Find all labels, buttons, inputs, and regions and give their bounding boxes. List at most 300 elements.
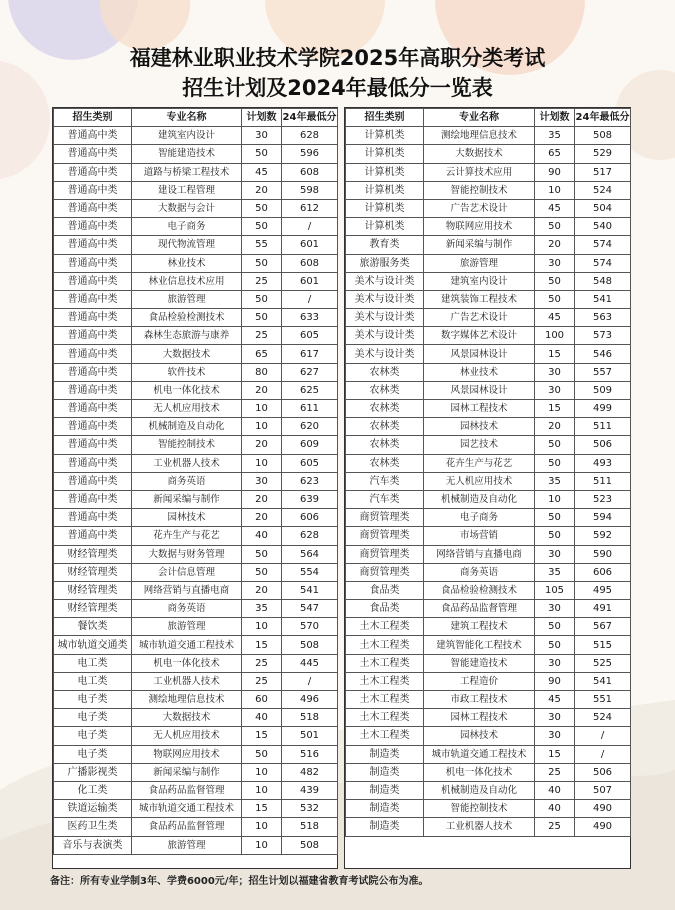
cell-plan: 25 bbox=[535, 818, 575, 836]
cell-min-score: 608 bbox=[282, 254, 338, 272]
table-row bbox=[346, 781, 631, 799]
cell-plan: 30 bbox=[535, 545, 575, 563]
cell-min-score: 606 bbox=[575, 563, 631, 581]
cell-plan: 50 bbox=[242, 145, 282, 163]
cell-plan: 10 bbox=[242, 454, 282, 472]
cell-min-score: 482 bbox=[282, 763, 338, 781]
cell-major: 测绘地理信息技术 bbox=[132, 691, 242, 709]
cell-min-score: 567 bbox=[575, 618, 631, 636]
cell-major: 电子商务 bbox=[132, 218, 242, 236]
table-row bbox=[54, 636, 338, 654]
cell-major: 城市轨道交通工程技术 bbox=[424, 745, 535, 763]
cell-min-score: 511 bbox=[575, 472, 631, 490]
table-row bbox=[346, 418, 631, 436]
cell-category: 计算机类 bbox=[346, 218, 424, 236]
cell-category: 农林类 bbox=[346, 436, 424, 454]
cell-major: 市政工程技术 bbox=[424, 691, 535, 709]
cell-plan: 15 bbox=[535, 400, 575, 418]
cell-min-score: / bbox=[575, 745, 631, 763]
cell-plan: 40 bbox=[242, 709, 282, 727]
cell-category: 普通高中类 bbox=[54, 472, 132, 490]
cell-category: 普通高中类 bbox=[54, 527, 132, 545]
cell-major: 智能建造技术 bbox=[132, 145, 242, 163]
cell-min-score: 493 bbox=[575, 454, 631, 472]
table-row bbox=[346, 818, 631, 836]
cell-major: 机电一体化技术 bbox=[132, 654, 242, 672]
cell-plan: 10 bbox=[242, 836, 282, 854]
header-category: 招生类别 bbox=[54, 109, 132, 127]
cell-major: 大数据与会计 bbox=[132, 199, 242, 217]
cell-plan: 20 bbox=[242, 581, 282, 599]
cell-min-score: 524 bbox=[575, 181, 631, 199]
footnote: 备注：所有专业学制3年、学费6000元/年；招生计划以福建省教育考试院公布为准。 bbox=[50, 876, 429, 887]
table-row bbox=[54, 727, 338, 745]
table-row bbox=[54, 581, 338, 599]
cell-plan: 15 bbox=[535, 745, 575, 763]
cell-min-score: 524 bbox=[575, 709, 631, 727]
cell-category: 普通高中类 bbox=[54, 127, 132, 145]
table-row bbox=[346, 290, 631, 308]
cell-category: 农林类 bbox=[346, 454, 424, 472]
table-row bbox=[346, 600, 631, 618]
cell-category: 美术与设计类 bbox=[346, 309, 424, 327]
cell-min-score: 541 bbox=[282, 581, 338, 599]
table-row bbox=[54, 490, 338, 508]
cell-category: 土木工程类 bbox=[346, 709, 424, 727]
cell-category: 电子类 bbox=[54, 691, 132, 709]
cell-min-score: 628 bbox=[282, 527, 338, 545]
cell-major: 林业技术 bbox=[424, 363, 535, 381]
cell-major: 建筑室内设计 bbox=[424, 272, 535, 290]
cell-min-score: 574 bbox=[575, 236, 631, 254]
cell-plan: 15 bbox=[535, 345, 575, 363]
cell-plan: 35 bbox=[535, 127, 575, 145]
cell-min-score: 504 bbox=[575, 199, 631, 217]
cell-plan: 20 bbox=[242, 381, 282, 399]
cell-major: 大数据与财务管理 bbox=[132, 545, 242, 563]
table-row bbox=[346, 509, 631, 527]
cell-plan: 25 bbox=[535, 763, 575, 781]
table-row bbox=[54, 745, 338, 763]
page-title-line-1: 福建林业职业技术学院2025年高职分类考试 bbox=[129, 46, 546, 70]
cell-plan: 10 bbox=[242, 781, 282, 799]
table-row bbox=[346, 254, 631, 272]
cell-min-score: 605 bbox=[282, 327, 338, 345]
table-row bbox=[346, 545, 631, 563]
cell-min-score: 609 bbox=[282, 436, 338, 454]
table-row bbox=[54, 527, 338, 545]
cell-category: 食品类 bbox=[346, 600, 424, 618]
cell-category: 普通高中类 bbox=[54, 436, 132, 454]
cell-category: 制造类 bbox=[346, 800, 424, 818]
cell-category: 商贸管理类 bbox=[346, 509, 424, 527]
cell-major: 商务英语 bbox=[132, 472, 242, 490]
cell-min-score: 532 bbox=[282, 800, 338, 818]
cell-plan: 50 bbox=[242, 563, 282, 581]
header-plan: 计划数 bbox=[242, 109, 282, 127]
cell-min-score: 490 bbox=[575, 800, 631, 818]
cell-plan: 15 bbox=[242, 636, 282, 654]
cell-category: 美术与设计类 bbox=[346, 272, 424, 290]
cell-category: 普通高中类 bbox=[54, 327, 132, 345]
table-row bbox=[346, 581, 631, 599]
table-row bbox=[54, 563, 338, 581]
cell-category: 财经管理类 bbox=[54, 581, 132, 599]
cell-min-score: 541 bbox=[575, 672, 631, 690]
header-major: 专业名称 bbox=[132, 109, 242, 127]
cell-major: 无人机应用技术 bbox=[132, 400, 242, 418]
cell-plan: 50 bbox=[535, 509, 575, 527]
cell-category: 普通高中类 bbox=[54, 272, 132, 290]
cell-plan: 10 bbox=[535, 181, 575, 199]
cell-category: 电工类 bbox=[54, 672, 132, 690]
left-table-body bbox=[54, 127, 338, 855]
cell-category: 普通高中类 bbox=[54, 290, 132, 308]
cell-major: 食品检验检测技术 bbox=[132, 309, 242, 327]
table-row bbox=[346, 800, 631, 818]
cell-category: 财经管理类 bbox=[54, 600, 132, 618]
table-row bbox=[54, 436, 338, 454]
cell-major: 电子商务 bbox=[424, 509, 535, 527]
page-title-line-2: 招生计划及2024年最低分一览表 bbox=[182, 76, 493, 100]
cell-category: 普通高中类 bbox=[54, 254, 132, 272]
cell-min-score: 499 bbox=[575, 400, 631, 418]
left-enrollment-table bbox=[53, 108, 338, 855]
cell-min-score: 617 bbox=[282, 345, 338, 363]
cell-category: 计算机类 bbox=[346, 145, 424, 163]
cell-min-score: 439 bbox=[282, 781, 338, 799]
cell-major: 工业机器人技术 bbox=[132, 672, 242, 690]
cell-category: 铁道运输类 bbox=[54, 800, 132, 818]
cell-min-score: 445 bbox=[282, 654, 338, 672]
cell-category: 普通高中类 bbox=[54, 218, 132, 236]
cell-category: 土木工程类 bbox=[346, 654, 424, 672]
table-row bbox=[346, 654, 631, 672]
cell-plan: 20 bbox=[242, 181, 282, 199]
cell-category: 普通高中类 bbox=[54, 163, 132, 181]
header-major: 专业名称 bbox=[424, 109, 535, 127]
cell-major: 旅游管理 bbox=[132, 618, 242, 636]
cell-plan: 65 bbox=[242, 345, 282, 363]
cell-min-score: 540 bbox=[575, 218, 631, 236]
table-row bbox=[346, 127, 631, 145]
cell-plan: 30 bbox=[535, 363, 575, 381]
cell-major: 园林工程技术 bbox=[424, 709, 535, 727]
cell-major: 园林技术 bbox=[424, 418, 535, 436]
table-row bbox=[54, 800, 338, 818]
cell-min-score: 507 bbox=[575, 781, 631, 799]
cell-plan: 30 bbox=[535, 381, 575, 399]
cell-category: 普通高中类 bbox=[54, 400, 132, 418]
cell-plan: 30 bbox=[242, 127, 282, 145]
cell-category: 普通高中类 bbox=[54, 454, 132, 472]
cell-category: 普通高中类 bbox=[54, 509, 132, 527]
table-row bbox=[54, 381, 338, 399]
right-table-panel bbox=[344, 107, 631, 869]
cell-plan: 50 bbox=[535, 454, 575, 472]
cell-min-score: 511 bbox=[575, 418, 631, 436]
table-row bbox=[54, 709, 338, 727]
cell-min-score: 551 bbox=[575, 691, 631, 709]
cell-major: 市场营销 bbox=[424, 527, 535, 545]
cell-plan: 45 bbox=[535, 199, 575, 217]
cell-category: 普通高中类 bbox=[54, 236, 132, 254]
cell-major: 软件技术 bbox=[132, 363, 242, 381]
cell-plan: 50 bbox=[242, 290, 282, 308]
cell-plan: 10 bbox=[242, 818, 282, 836]
cell-min-score: 554 bbox=[282, 563, 338, 581]
cell-major: 机械制造及自动化 bbox=[424, 490, 535, 508]
cell-major: 建筑装饰工程技术 bbox=[424, 290, 535, 308]
cell-min-score: 517 bbox=[575, 163, 631, 181]
table-row bbox=[346, 691, 631, 709]
cell-min-score: / bbox=[282, 218, 338, 236]
cell-min-score: 594 bbox=[575, 509, 631, 527]
cell-min-score: 625 bbox=[282, 381, 338, 399]
cell-major: 园林工程技术 bbox=[424, 400, 535, 418]
cell-min-score: 570 bbox=[282, 618, 338, 636]
cell-plan: 30 bbox=[535, 727, 575, 745]
cell-min-score: 523 bbox=[575, 490, 631, 508]
cell-plan: 15 bbox=[242, 727, 282, 745]
cell-major: 新闻采编与制作 bbox=[424, 236, 535, 254]
cell-plan: 45 bbox=[242, 163, 282, 181]
cell-min-score: 623 bbox=[282, 472, 338, 490]
cell-major: 现代物流管理 bbox=[132, 236, 242, 254]
cell-major: 工业机器人技术 bbox=[132, 454, 242, 472]
cell-plan: 35 bbox=[535, 563, 575, 581]
cell-major: 花卉生产与花艺 bbox=[132, 527, 242, 545]
cell-plan: 25 bbox=[242, 654, 282, 672]
cell-plan: 10 bbox=[535, 490, 575, 508]
cell-category: 计算机类 bbox=[346, 163, 424, 181]
table-row bbox=[346, 345, 631, 363]
cell-min-score: 518 bbox=[282, 818, 338, 836]
cell-major: 食品检验检测技术 bbox=[424, 581, 535, 599]
table-row bbox=[346, 272, 631, 290]
cell-min-score: 633 bbox=[282, 309, 338, 327]
cell-category: 普通高中类 bbox=[54, 345, 132, 363]
cell-min-score: 495 bbox=[575, 581, 631, 599]
cell-plan: 40 bbox=[242, 527, 282, 545]
table-row bbox=[54, 654, 338, 672]
header-category: 招生类别 bbox=[346, 109, 424, 127]
cell-major: 广告艺术设计 bbox=[424, 309, 535, 327]
cell-min-score: 605 bbox=[282, 454, 338, 472]
cell-plan: 50 bbox=[535, 527, 575, 545]
cell-plan: 40 bbox=[535, 781, 575, 799]
cell-category: 食品类 bbox=[346, 581, 424, 599]
table-row bbox=[54, 218, 338, 236]
cell-category: 普通高中类 bbox=[54, 418, 132, 436]
cell-category: 土木工程类 bbox=[346, 636, 424, 654]
cell-min-score: 515 bbox=[575, 636, 631, 654]
cell-plan: 10 bbox=[242, 618, 282, 636]
cell-min-score: 501 bbox=[282, 727, 338, 745]
table-row bbox=[346, 363, 631, 381]
cell-plan: 100 bbox=[535, 327, 575, 345]
table-row bbox=[54, 199, 338, 217]
cell-category: 商贸管理类 bbox=[346, 527, 424, 545]
cell-min-score: 564 bbox=[282, 545, 338, 563]
cell-min-score: 547 bbox=[282, 600, 338, 618]
table-row bbox=[346, 490, 631, 508]
cell-category: 土木工程类 bbox=[346, 727, 424, 745]
cell-plan: 55 bbox=[242, 236, 282, 254]
table-row bbox=[54, 545, 338, 563]
table-row bbox=[346, 745, 631, 763]
cell-major: 建筑工程技术 bbox=[424, 618, 535, 636]
cell-major: 旅游管理 bbox=[132, 836, 242, 854]
cell-plan: 10 bbox=[242, 418, 282, 436]
cell-min-score: 508 bbox=[282, 836, 338, 854]
cell-plan: 15 bbox=[242, 800, 282, 818]
cell-plan: 50 bbox=[535, 218, 575, 236]
cell-min-score: 518 bbox=[282, 709, 338, 727]
cell-min-score: 639 bbox=[282, 490, 338, 508]
cell-major: 无人机应用技术 bbox=[132, 727, 242, 745]
table-row bbox=[346, 527, 631, 545]
cell-major: 城市轨道交通工程技术 bbox=[132, 800, 242, 818]
cell-category: 普通高中类 bbox=[54, 381, 132, 399]
table-row bbox=[54, 400, 338, 418]
cell-min-score: 612 bbox=[282, 199, 338, 217]
cell-category: 制造类 bbox=[346, 781, 424, 799]
cell-major: 建筑室内设计 bbox=[132, 127, 242, 145]
cell-major: 广告艺术设计 bbox=[424, 199, 535, 217]
cell-major: 森林生态旅游与康养 bbox=[132, 327, 242, 345]
cell-major: 大数据技术 bbox=[132, 709, 242, 727]
table-row bbox=[54, 272, 338, 290]
cell-plan: 25 bbox=[242, 327, 282, 345]
right-table-body bbox=[346, 127, 631, 836]
cell-major: 机械制造及自动化 bbox=[424, 781, 535, 799]
cell-category: 教育类 bbox=[346, 236, 424, 254]
cell-major: 食品药品监督管理 bbox=[424, 600, 535, 618]
cell-major: 智能建造技术 bbox=[424, 654, 535, 672]
cell-min-score: / bbox=[282, 290, 338, 308]
cell-major: 大数据技术 bbox=[132, 345, 242, 363]
cell-major: 风景园林设计 bbox=[424, 381, 535, 399]
cell-plan: 45 bbox=[535, 309, 575, 327]
cell-major: 机电一体化技术 bbox=[132, 381, 242, 399]
cell-plan: 10 bbox=[242, 400, 282, 418]
cell-min-score: 496 bbox=[282, 691, 338, 709]
cell-major: 城市轨道交通工程技术 bbox=[132, 636, 242, 654]
cell-category: 财经管理类 bbox=[54, 545, 132, 563]
cell-category: 音乐与表演类 bbox=[54, 836, 132, 854]
table-row bbox=[54, 345, 338, 363]
cell-plan: 50 bbox=[242, 199, 282, 217]
cell-major: 园艺技术 bbox=[424, 436, 535, 454]
cell-min-score: 541 bbox=[575, 290, 631, 308]
cell-category: 电子类 bbox=[54, 745, 132, 763]
table-row bbox=[346, 709, 631, 727]
cell-category: 餐饮类 bbox=[54, 618, 132, 636]
cell-min-score: 516 bbox=[282, 745, 338, 763]
table-row bbox=[54, 418, 338, 436]
cell-major: 园林技术 bbox=[424, 727, 535, 745]
cell-min-score: 509 bbox=[575, 381, 631, 399]
cell-major: 建筑智能化工程技术 bbox=[424, 636, 535, 654]
cell-major: 新闻采编与制作 bbox=[132, 490, 242, 508]
table-row bbox=[54, 181, 338, 199]
cell-category: 美术与设计类 bbox=[346, 345, 424, 363]
cell-category: 土木工程类 bbox=[346, 672, 424, 690]
table-row bbox=[54, 290, 338, 308]
cell-category: 计算机类 bbox=[346, 181, 424, 199]
table-row bbox=[54, 363, 338, 381]
cell-min-score: 506 bbox=[575, 763, 631, 781]
cell-plan: 50 bbox=[242, 745, 282, 763]
header-min-score: 24年最低分 bbox=[575, 109, 631, 127]
cell-min-score: 611 bbox=[282, 400, 338, 418]
cell-min-score: 628 bbox=[282, 127, 338, 145]
cell-major: 云计算技术应用 bbox=[424, 163, 535, 181]
cell-category: 汽车类 bbox=[346, 472, 424, 490]
cell-category: 农林类 bbox=[346, 363, 424, 381]
cell-min-score: 508 bbox=[282, 636, 338, 654]
cell-category: 财经管理类 bbox=[54, 563, 132, 581]
cell-min-score: 573 bbox=[575, 327, 631, 345]
table-header-row bbox=[54, 109, 338, 127]
cell-major: 建设工程管理 bbox=[132, 181, 242, 199]
cell-min-score: 606 bbox=[282, 509, 338, 527]
cell-category: 农林类 bbox=[346, 381, 424, 399]
table-row bbox=[54, 618, 338, 636]
cell-major: 大数据技术 bbox=[424, 145, 535, 163]
cell-major: 食品药品监督管理 bbox=[132, 781, 242, 799]
cell-min-score: 525 bbox=[575, 654, 631, 672]
table-row bbox=[346, 472, 631, 490]
table-row bbox=[346, 636, 631, 654]
cell-category: 农林类 bbox=[346, 418, 424, 436]
cell-category: 计算机类 bbox=[346, 127, 424, 145]
cell-plan: 20 bbox=[535, 418, 575, 436]
cell-plan: 90 bbox=[535, 672, 575, 690]
table-row bbox=[346, 763, 631, 781]
cell-category: 普通高中类 bbox=[54, 309, 132, 327]
cell-plan: 50 bbox=[242, 309, 282, 327]
cell-min-score: 592 bbox=[575, 527, 631, 545]
cell-min-score: 608 bbox=[282, 163, 338, 181]
cell-major: 食品药品监督管理 bbox=[132, 818, 242, 836]
table-row bbox=[346, 618, 631, 636]
table-row bbox=[346, 309, 631, 327]
cell-category: 旅游服务类 bbox=[346, 254, 424, 272]
cell-min-score: 596 bbox=[282, 145, 338, 163]
table-row bbox=[346, 436, 631, 454]
cell-category: 商贸管理类 bbox=[346, 545, 424, 563]
cell-major: 商务英语 bbox=[424, 563, 535, 581]
cell-min-score: 620 bbox=[282, 418, 338, 436]
cell-major: 会计信息管理 bbox=[132, 563, 242, 581]
cell-category: 电子类 bbox=[54, 727, 132, 745]
cell-category: 美术与设计类 bbox=[346, 290, 424, 308]
table-row bbox=[54, 836, 338, 854]
table-row bbox=[54, 309, 338, 327]
cell-major: 道路与桥梁工程技术 bbox=[132, 163, 242, 181]
cell-plan: 65 bbox=[535, 145, 575, 163]
cell-min-score: 490 bbox=[575, 818, 631, 836]
cell-plan: 10 bbox=[242, 763, 282, 781]
cell-category: 汽车类 bbox=[346, 490, 424, 508]
table-row bbox=[346, 727, 631, 745]
cell-plan: 30 bbox=[535, 654, 575, 672]
cell-plan: 20 bbox=[242, 490, 282, 508]
cell-plan: 20 bbox=[242, 509, 282, 527]
table-row bbox=[54, 454, 338, 472]
